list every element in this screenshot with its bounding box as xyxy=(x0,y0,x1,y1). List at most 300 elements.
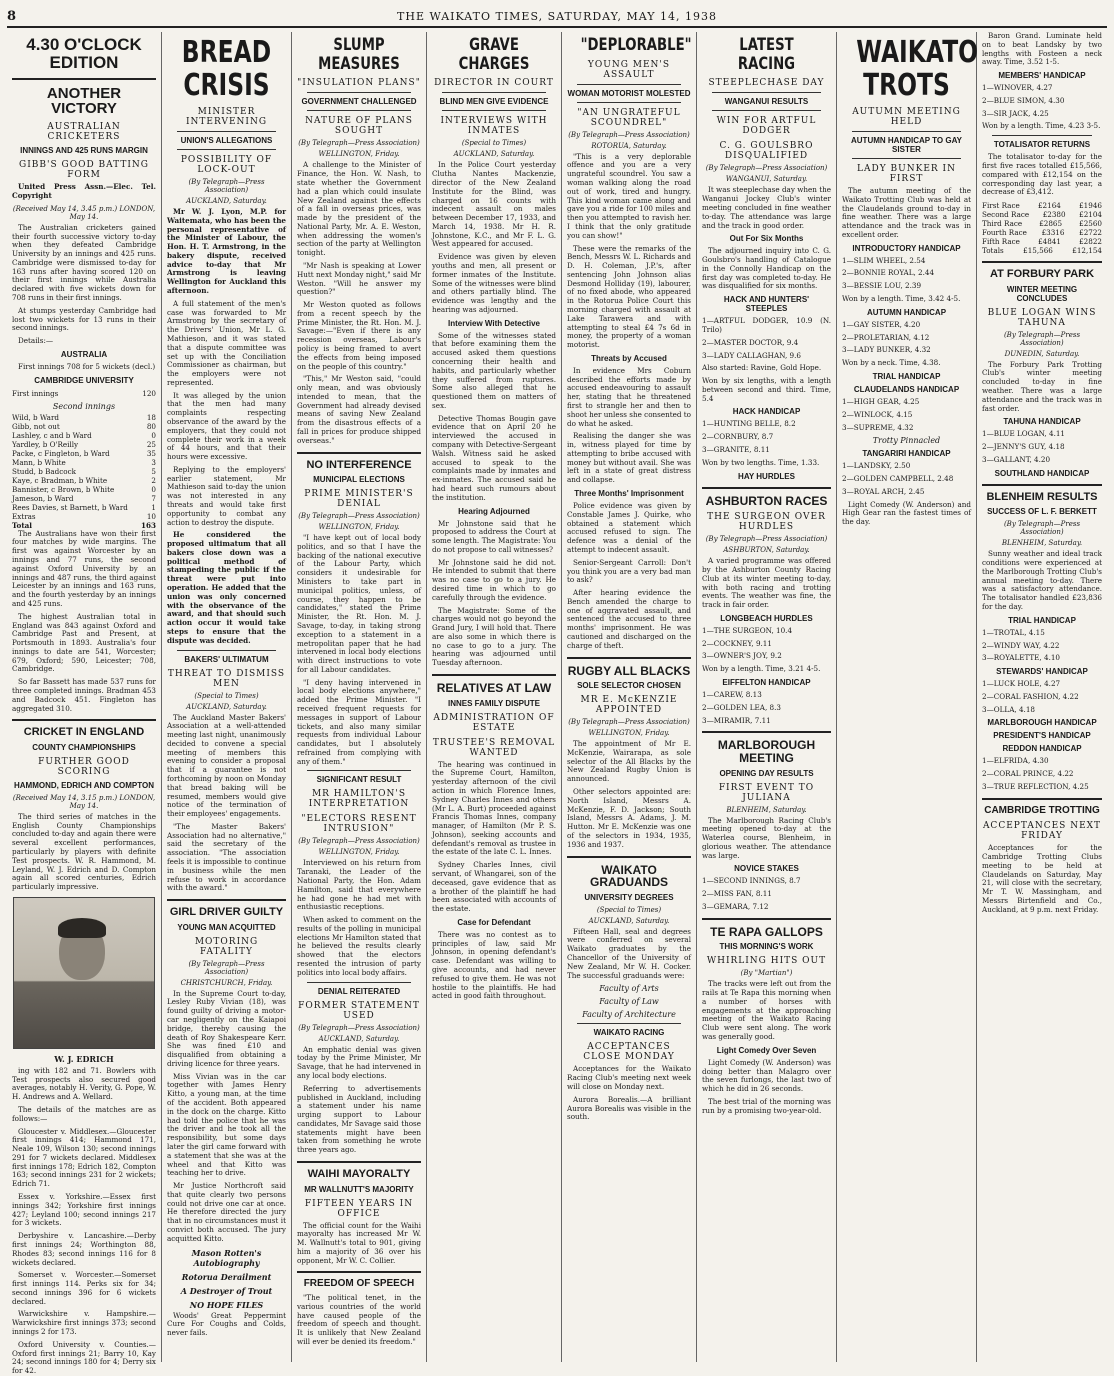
article-paragraph: Light Comedy (W. Anderson) was doing better than Malagro over the seven furlongs, the last two of which he did in 26 seconds. xyxy=(702,1057,831,1094)
dateline: AUCKLAND, Saturday. xyxy=(318,1034,400,1043)
article-paragraph: The details of the matches are as follows:— xyxy=(12,1105,156,1123)
result-line: 3—LADY CALLAGHAN, 9.6 xyxy=(702,350,801,360)
subhead: MR WALLNUTT'S MAJORITY xyxy=(304,1184,414,1194)
credit: (Special to Times) xyxy=(596,905,662,914)
result-line: 2—WINLOCK, 4.15 xyxy=(842,409,913,419)
dateline: AUCKLAND, Saturday. xyxy=(186,702,267,711)
article-paragraph: "I have kept out of local body politics, and so that I have the backing of the national executive of the Labour Party, which considers it undesirable for Ministers to take part in municipal politics, unless, of course, they happen to be candidates," stated the Prime Minister, the Rt. Hon. M. J. Savage, to-day, in taking strong exception to a statement in a metropolitan paper that he had intervened in local body elections with direct instructions to vote for all Labour candidates. xyxy=(297,533,421,674)
dateline: (Received May 14, 3.15 p.m.) LONDON, May 14. xyxy=(12,793,156,810)
article-paragraph: Acceptances for the Cambridge Trotting Clubs meeting to be held at Claudelands on Saturday, May 21, will close with the secretary, Mr T. W. Massingham, and Messrs Birtenfield and Co., Auckland, at 9 p.m. next Friday. xyxy=(982,843,1102,914)
result-line: 3—SUPREME, 4.32 xyxy=(842,422,914,432)
dateline: AUCKLAND, Saturday. xyxy=(588,916,670,925)
subhead: MUNICIPAL ELECTIONS xyxy=(313,475,405,485)
headline-slump-measures: SLUMP MEASURES xyxy=(318,35,400,74)
article-paragraph: ing with 182 and 71. Bowlers with Test prospects also secured good averages, notably H. Verity, G. Pope, W. H. Andrews and A. Wellard. xyxy=(12,1065,156,1102)
portrait-photo xyxy=(13,897,155,1049)
result-line: 1—GAY SISTER, 4.20 xyxy=(842,319,921,329)
result-line: 3—TRUE REFLECTION, 4.25 xyxy=(982,782,1089,791)
advert-text: Woods' Great Peppermint Cure For Coughs and Colds, never fails. xyxy=(167,1310,286,1338)
score-row: Rees Davies, st Barnett, b Ward 1 xyxy=(12,502,156,512)
result-line: Won by a length. Time, 3.21 4-5. xyxy=(702,664,821,674)
article-paragraph: Mr Justice Northcroft said that quite clearly two persons could not drive one car at once. He therefore directed the jury that in no circumstances must it convict both accused. The jury acquitted Kitto. xyxy=(167,1181,286,1243)
deck2: HAMMOND, EDRICH AND COMPTON xyxy=(14,780,154,790)
result-line: 1—HUNTING BELLE, 8.2 xyxy=(702,419,796,429)
race-heading: MEMBERS' HANDICAP xyxy=(998,71,1086,81)
credit: (By Telegraph—Press Association) xyxy=(298,512,420,521)
score-row: Lashley, c and b Ward 0 xyxy=(12,430,156,440)
dateline: AUCKLAND, Saturday. xyxy=(186,197,267,205)
result-line: 3—LADY BUNKER, 4.32 xyxy=(842,345,931,355)
article-paragraph: After hearing evidence the Bench amended the charge to one of aggravated assault, and sentenced the accused to three months' imprisonment. He was cautioned and discharged on the charge of theft. xyxy=(567,588,691,650)
result-line: 1—CAREW, 8.13 xyxy=(702,689,762,699)
subhead: ACCEPTANCES CLOSE MONDAY xyxy=(583,1042,675,1063)
deck: WHIRLING HITS OUT xyxy=(706,956,827,967)
edition-banner: 4.30 O'CLOCK EDITION xyxy=(26,35,142,72)
headline-te-rapa-gallops: TE RAPA GALLOPS xyxy=(710,924,823,939)
score-line: First innings 708 for 5 wickets (decl.) xyxy=(18,361,156,371)
article-paragraph: At stumps yesterday Cambridge had lost two wickets for 13 runs in their second innings. xyxy=(12,305,156,333)
score-row: Wild, b Ward 18 xyxy=(12,412,156,422)
result-line: 3—OLLA, 4.18 xyxy=(982,704,1035,714)
deck: FURTHER GOOD SCORING xyxy=(38,756,130,777)
result-line: 1—LANDSKY, 2.50 xyxy=(842,461,911,471)
race-results xyxy=(982,84,1102,131)
result-line: 2—GOLDEN LEA, 8.3 xyxy=(702,702,781,712)
article-paragraph: Police evidence was given by Constable James J. Quirke, who obtained a statement which accused refused to sign. The defence was a denial of the attempt to indecent assault. xyxy=(567,501,691,554)
headline-waikato-graduands: WAIKATO GRADUANDS xyxy=(590,862,668,890)
article-paragraph: Evidence was given by eleven youths and men, all present or former inmates of the Institute. Some of the witnesses were blind and others partially blind. The evidence was lengthy and the hearing was adjourned. xyxy=(432,252,556,314)
headline-at-forbury-park: AT FORBURY PARK xyxy=(989,268,1095,281)
result-line: 2—MASTER DOCTOR, 9.4 xyxy=(702,337,799,347)
result-line: 2—CORNBURY, 8.7 xyxy=(702,432,774,442)
article-paragraph: Mr Weston quoted as follows from a recent speech by the Prime Minister, the Rt. Hon. M. J. Savage:—"Even if there is any recession overseas, Labour's policy is being framed to avert the effects from being imposed on the people of this country." xyxy=(297,300,421,371)
headline-freedom-speech: FREEDOM OF SPEECH xyxy=(303,1278,415,1290)
column-slump-measures xyxy=(292,32,427,1362)
result-line: 2—BONNIE ROYAL, 2.44 xyxy=(842,268,935,278)
subhead: ACCEPTANCES NEXT FRIDAY xyxy=(982,821,1102,842)
article-paragraph: Interviewed on his return from Taranaki, the Leader of the National Party, the Hon. Adam Hamilton, said that everywhere he had gone he had met with enthusiastic receptions. xyxy=(297,858,421,912)
deck: MOTORING FATALITY xyxy=(194,936,259,957)
score-row: First innings 120 xyxy=(12,388,156,398)
credit: (By Telegraph—Press Association) xyxy=(568,130,690,139)
article-paragraph: The Forbury Park Trotting Club's winter meeting concluded to-day in fine weather. There was a large attendance and the track was in fast order. xyxy=(982,359,1102,413)
race-heading: LONGBEACH HURDLES xyxy=(720,613,813,623)
column-trotting-results xyxy=(977,32,1107,1362)
deck2: TRUSTEE'S REMOVAL WANTED xyxy=(432,737,556,758)
dateline: WELLINGTON, Friday. xyxy=(588,729,670,738)
article-paragraph: Miss Vivian was in the car together with James Henry Kitto, a young man, at the time of the accident. Both appeared in the dock on the charge. Kitto had told the police that he was the driver and he took all the responsibility, but some days later the girl came forward with a statement that she was at the wheel and that Kitto was teaching her to drive. xyxy=(167,1071,286,1178)
crosshead: Hearing Adjourned xyxy=(458,506,530,516)
race-heading: EIFFELTON HANDICAP xyxy=(722,677,811,687)
race-heading: AUTUMN HANDICAP xyxy=(866,307,947,317)
result-line: Won by two lengths. Time, 1.33. xyxy=(702,457,820,467)
result-line: 3—MIRAMIR, 7.11 xyxy=(702,715,771,725)
section-heading: TOTALISATOR RETURNS xyxy=(993,140,1091,150)
result-line: 2—COCKNEY, 9.11 xyxy=(702,638,772,648)
subhead: THREAT TO DISMISS MEN xyxy=(167,668,286,689)
dateline: BLENHEIM, Saturday. xyxy=(726,805,807,814)
credit: (By Telegraph—Press Association) xyxy=(188,178,265,194)
result-line: 2—PROLETARIAN, 4.12 xyxy=(842,332,930,342)
page-number: 8 xyxy=(7,8,18,24)
score-row: Bannister, c Brown, b White 0 xyxy=(12,484,156,494)
article-paragraph: In evidence Mrs Coburn described the efforts made by accused endeavouring to assault her, stating that he threatened first to strangle her and then to shoot her unless she consented to do what he asked. xyxy=(567,365,691,428)
result-line: 3—BESSIE LOU, 2.39 xyxy=(842,281,922,291)
deck: "ELECTORS RESENT INTRUSION" xyxy=(301,814,417,835)
deck: WANGANUI RESULTS xyxy=(724,97,809,107)
race-results xyxy=(842,398,971,432)
article-paragraph: "This," Mr Weston said, "could only mean, and was obviously intended to mean, that the Government had already devised means of saving New Zealand from the disastrous effects of a fall in prices for produce shipped overseas." xyxy=(297,374,421,445)
article-paragraph-bold: He considered the proposed ultimatum that all bakers close down was a political method of stampeding the public if the threat were put into operation. He added that the union was only concerned with the observance of the award, and that should such action occur it would take steps to ensure that the dispute was decided. xyxy=(167,530,286,645)
headline-grave-charges: GRAVE CHARGES xyxy=(458,35,530,74)
result-line: 1—SECOND INNINGS, 8.7 xyxy=(702,876,801,886)
article-paragraph: The best trial of the morning was run by a promising two-year-old. xyxy=(702,1096,831,1115)
crosshead: Out For Six Months xyxy=(729,234,804,244)
deck2: INTERVIEWS WITH INMATES xyxy=(440,116,548,137)
subhead: THIS MORNING'S WORK xyxy=(719,942,814,952)
column-deplorable xyxy=(562,32,697,1362)
article-paragraph: So far Bassett has made 537 runs for three completed innings. Bradman 453 and Badcock 451. Fingleton has aggregated 310. xyxy=(12,677,156,713)
article-paragraph: Mr Johnstone said he did not. He intended to submit that there was no case to go to a jury. He desired time in which to go carefully through the evidence. xyxy=(432,557,556,602)
race-heading: REDDON HANDICAP xyxy=(1002,744,1082,754)
result-paragraph: Essex v. Yorkshire.—Essex first innings 342; Yorkshire first innings 427; Leyland 100; second innings 217 for 3 wickets. xyxy=(12,1192,156,1228)
dateline: WELLINGTON, Friday. xyxy=(318,150,400,159)
article-paragraph: Acceptances for the Waikato Racing Club's meeting next week will close on Monday next. xyxy=(567,1064,691,1091)
deck: BLIND MEN GIVE EVIDENCE xyxy=(439,97,549,107)
article-paragraph: In the Police Court yesterday Clutha Nantes Mackenzie, director of the New Zealand Institute for the Blind, was charged on 16 counts with indecent assault on males between December 17, 1933, and March 14, 1938. Mr H. R. Johnstone, K.C., and Mr F. L. G. West appeared for accused. xyxy=(432,160,556,249)
result-line: 2—MISS FAN, 8.11 xyxy=(702,889,772,899)
article-paragraph: The autumn meeting of the Waikato Trotting Club was held at the Claudelands ground to-day in fine weather. There was a large attendance and the track was in excellent order. xyxy=(842,186,971,239)
faculty-heading: Faculty of Arts xyxy=(599,984,659,994)
article-paragraph: The official count for the Waihi mayoralty has increased Mr W. M. Wallnutt's total to 901, giving him a majority of 36 over his opponent, Mr W. C. Collier. xyxy=(297,1220,421,1265)
totalisator-row: Fifth Race £4841 £2822 xyxy=(982,237,1102,247)
result-line: 1—BLUE LOGAN, 4.11 xyxy=(982,429,1066,439)
result-line: 3—GRANITE, 8.11 xyxy=(702,445,770,454)
team-heading: CAMBRIDGE UNIVERSITY xyxy=(34,375,134,385)
column-bread-crisis xyxy=(162,32,292,1362)
article-paragraph: A challenge to the Minister of Finance, the Hon. W. Nash, to state whether the Government had a plan which could insulate New Zealand against the effects of a fall in overseas prices, was made by the president of the National Party, Mr. A. E. Weston, when addressing the women's section of the party at Wellington tonight. xyxy=(297,160,421,258)
article-paragraph: Other selectors appointed are: North Island, Messrs A. McKenzie, F. D. Jackson; South Island, Messrs A. Adams, J. M. Hutton. Mr E. McKenzie was one of the selectors in 1934, 1935, 1936 and 1937. xyxy=(567,787,691,849)
totalisator-row: Third Race £2865 £2560 xyxy=(982,219,1102,229)
race-heading: TRIAL HANDICAP xyxy=(1008,615,1076,625)
article-paragraph: Detective Thomas Bougin gave evidence that on April 20 he interviewed the accused in company with Detective-Sergeant Walsh. Witness said he asked accused to speak to the complaints made by inmates and ex-inmates. The accused said he had heard such rumours about the institution. xyxy=(432,413,556,502)
headline-blenheim-results: BLENHEIM RESULTS xyxy=(986,490,1098,503)
subhead: AUTUMN MEETING HELD xyxy=(852,107,961,127)
race-heading: HAY HURDLES xyxy=(738,471,795,481)
article-paragraph: These were the remarks of the Bench, Messrs W. L. Richards and D. H. Coleman, J.P.'s, after sentencing John Johnson alias Desmond Holliday (19), labourer, of no fixed abode, who appeared in the Rotorua Police Court this morning charged with assault at Lake Tarawera and with attempting to steal £4 7s 6d in money, the property of a woman motorist. xyxy=(567,243,692,350)
totalisator-row: Fourth Race £3316 £2722 xyxy=(982,228,1102,238)
article-paragraph: Fifteen Hall, seal and degrees were conferred on several Waikato graduates by the Chancellor of the University of New Zealand, Mr W. H. Cocker. The successful graduands were: xyxy=(567,926,691,980)
headline-waikato-trots: WAIKATO TROTS xyxy=(856,35,979,103)
deck: GOVERNMENT CHALLENGED xyxy=(301,97,417,107)
result-paragraph: Oxford University v. Counties.—Oxford first innings 21; Barry 10, Kay 24; second innings 180 for 4; Derry six for 42. xyxy=(12,1339,156,1376)
section-heading: WAIKATO RACING xyxy=(593,1028,665,1038)
race-heading: NOVICE STAKES xyxy=(734,864,799,874)
headline-bread-crisis: BREAD CRISIS xyxy=(181,35,272,103)
article-paragraph: "Mr Nash is speaking at Lower Hutt next Monday night," said Mr Weston. "Will he answer my question?" xyxy=(297,260,421,297)
faculty-heading: Faculty of Law xyxy=(599,997,659,1007)
article-paragraph: It was steeplechase day when the Wanganui Jockey Club's winter meeting concluded in fine weather to-day. The attendance was large and the track in good order. xyxy=(702,185,831,230)
totalisator-row: First Race £2164 £1946 xyxy=(982,201,1102,211)
result-line: 3—ROYALETTE, 4.10 xyxy=(982,653,1061,663)
innings-heading: Second innings xyxy=(52,401,116,411)
deck: MR E. McKENZIE APPOINTED xyxy=(580,695,678,716)
credit: (Special to Times) xyxy=(194,691,259,700)
subhead: STEEPLECHASE DAY xyxy=(708,78,825,89)
headline-deplorable: "DEPLORABLE" xyxy=(580,35,692,55)
result-line: Also started: Ravine, Gold Hope. xyxy=(702,363,822,373)
dateline: BLENHEIM, Saturday. xyxy=(1001,539,1083,548)
headline-cricket-england: CRICKET IN ENGLAND xyxy=(23,726,145,739)
small-heading: A Destroyer of Trout xyxy=(180,1285,273,1296)
race-results xyxy=(842,321,971,368)
credit: (By Telegraph—Press Association) xyxy=(298,837,420,846)
section-heading: SIGNIFICANT RESULT xyxy=(316,775,402,785)
score-row: Kaye, c Bradman, b White 2 xyxy=(12,475,156,485)
article-paragraph: The Magistrate: Some of the charges would not go beyond the Grand Jury, I will hold that. There are also some in which there is no case to go to a jury. The hearing was adjourned until Tuesday afternoon. xyxy=(432,605,556,668)
subhead: SUCCESS OF L. F. BERKETT xyxy=(987,507,1097,517)
subhead: AUSTRALIAN CRICKETERS xyxy=(47,122,121,143)
score-row: Gibb, not out 80 xyxy=(12,421,156,431)
race-heading: SOUTHLAND HANDICAP xyxy=(994,468,1090,478)
article-paragraph: The Auckland Master Bakers' Association at a well-attended meeting last night, unanimously decided to convene a special meeting of members this evening to consider a proposal that if a guarantee is not forthcoming by noon on Monday that bread baking will be resumed, members would give notice of the termination of their employees' engagements. xyxy=(167,712,286,819)
result-line: 2—JENNY'S GUY, 4.18 xyxy=(982,442,1065,452)
credit: (By Telegraph—Press Association) xyxy=(188,959,265,976)
headline-another-victory: ANOTHER VICTORY xyxy=(46,84,122,118)
crosshead: Threats by Accused xyxy=(591,353,667,363)
subhead: UNIVERSITY DEGREES xyxy=(584,892,674,902)
team-heading: AUSTRALIA xyxy=(60,349,108,359)
article-paragraph: The hearing was continued in the Supreme Court, Hamilton, yesterday afternoon of the civil action in which Florence Innes, Sydney Charles Innes and others (Mr L. A. Burt) proceeded against Francis Thomas Innes, company manager, of Hamilton (Mr P. S. Johnson), seeking accounts and defendant's removal as trustee in the estate of the late C. L. Innes. xyxy=(432,759,556,857)
credit: (By Telegraph—Press Association) xyxy=(298,139,420,148)
article-paragraph: Some of the witnesses stated that before examining them the accused asked them questions concerning their health and habits, and particularly whether they suffered from ruptures. Some also alleged that he questioned them on matters of sex. xyxy=(432,330,556,410)
race-results xyxy=(982,757,1102,791)
dateline: CHRISTCHURCH, Friday. xyxy=(180,978,273,987)
deck: UNION'S ALLEGATIONS xyxy=(180,136,273,145)
small-heading: NO HOPE FILES xyxy=(189,1299,264,1310)
score-row: Yardley, b O'Reilly 25 xyxy=(12,439,156,449)
article-paragraph: It was alleged by the union that the men had many complaints respecting observance of the award by the employers, that they could not complete their work in a week of 44 hours, and that their hours were excessive. xyxy=(167,390,286,462)
article-paragraph: Details:— xyxy=(18,336,54,346)
article-paragraph: "This is a very deplorable offence and you are a very ungrateful scoundrel. You saw a woman walking along the road out of work, tired and hungry. This kind woman came along and gave you a ride for 100 miles and then you attempted to ravish her. I think that the only gratitude you can show!" xyxy=(567,151,691,240)
dateline: WANGANUI, Saturday. xyxy=(725,175,808,184)
article-paragraph: There was no contest as to principles of law, said Mr Johnson, in opening defendant's case. Defendant was willing to give accounts, and had never refused to give them. He was not hostile to the plaintiffs. He had acted in good faith throughout. xyxy=(432,929,556,1001)
small-heading: Mason Rotten's Autobiography xyxy=(191,1247,262,1268)
deck2: GIBB'S GOOD BATTING FORM xyxy=(19,160,149,181)
subhead: YOUNG MEN'S ASSAULT xyxy=(587,59,671,80)
deck2: LADY BUNKER IN FIRST xyxy=(857,164,956,184)
result-line: 1—WINOVER, 4.27 xyxy=(982,83,1053,93)
result-line: Won by a length. Time, 4.23 3-5. xyxy=(982,121,1101,131)
headline-girl-driver: GIRL DRIVER GUILTY xyxy=(169,906,284,919)
article-paragraph: The adjourned inquiry into C. G. Goulsbro's handling of Catalogue in the Connolly Handicap on the first day was completed to-day. He was disqualified for six months. xyxy=(702,246,831,291)
masthead-title: THE WAIKATO TIMES, SATURDAY, MAY 14, 1938 xyxy=(397,9,718,23)
crosshead: Light Comedy Over Seven xyxy=(716,1045,817,1055)
deck: ADMINISTRATION OF ESTATE xyxy=(433,712,555,733)
result-line: 1—ELFRIDA, 4.30 xyxy=(982,756,1049,766)
race-results xyxy=(982,629,1102,663)
race-results xyxy=(702,317,831,403)
article-paragraph: "The political tenet, in the various countries of the world have caused people of the freedom of speech and thought. It is unlikely that New Zealand will ever be denied its freedom." xyxy=(297,1292,421,1346)
race-heading: TRIAL HANDICAP xyxy=(872,371,941,381)
section-heading: DENIAL REITERATED xyxy=(317,986,401,996)
totalisator-row: Totals £15,566 £12,154 xyxy=(982,246,1102,256)
credit: (By Telegraph—Press Association) xyxy=(705,535,828,544)
column-grave-charges xyxy=(427,32,562,1362)
article-paragraph: Sydney Charles Innes, civil servant, of Whangarei, son of the deceased, gave evidence that as a brother of the plaintiff he had been associated with accounts of the estate. xyxy=(432,860,556,914)
article-paragraph: "I deny having intervened in local body elections anywhere," added the Prime Minister. "I received frequent requests for messages in support of Labour tickets, and also many similar requests from individual Labour candidates, but I absolutely refrained from complying with any of them." xyxy=(297,677,421,766)
result-paragraph: Gloucester v. Middlesex.—Gloucester first innings 414; Hammond 171, Neale 109, Wilson 130; second innings 291 for 7 wickets declared. Middlesex first innings 178; Edrich 182, Compton 163; second innings 231 for 2 wickets; Edrich 71. xyxy=(12,1126,156,1189)
headline-waihi-mayoralty: WAIHI MAYORALTY xyxy=(307,1167,411,1180)
dateline: WELLINGTON, Friday. xyxy=(318,523,400,532)
article-paragraph: Baron Grand. Luminate held on to beat Landsky by two lengths with Fosteen a neck away. Time, 3.52 1-5. xyxy=(982,31,1102,67)
credit: (By Telegraph—Press Association) xyxy=(705,164,828,173)
credit: (By Telegraph—Press Association) xyxy=(1003,330,1081,347)
subhead: "INSULATION PLANS" xyxy=(297,78,421,89)
crosshead: Three Months' Imprisonment xyxy=(574,489,684,499)
credit: (By Telegraph—Press Association) xyxy=(568,718,690,727)
totalisator-table xyxy=(982,201,1102,255)
subhead: WINTER MEETING CONCLUDES xyxy=(1006,284,1078,303)
headline-latest-racing: LATEST RACING xyxy=(737,35,796,74)
faculty-heading: Faculty of Architecture xyxy=(582,1010,676,1020)
subhead: MINISTER INTERVENING xyxy=(185,107,268,127)
race-results xyxy=(702,627,831,674)
race-heading: PRESIDENT'S HANDICAP xyxy=(993,731,1091,741)
dateline: (Received May 14, 3.45 p.m.) LONDON, May 14. xyxy=(12,204,156,221)
crosshead: Case for Defendant xyxy=(457,917,531,927)
article-paragraph: The totalisator to-day for the first five races totalled £15,566, compared with £12,154 on the corresponding day last year, a decrease of £3,412. xyxy=(982,152,1102,197)
article-paragraph: Light Comedy (W. Anderson) and High Gear ran the fastest times of the day. xyxy=(842,499,971,527)
result-line: 2—WINDY WAY, 4.22 xyxy=(982,640,1060,650)
headline-no-interference: NO INTERFERENCE xyxy=(306,458,412,471)
result-line: 3—OWNER'S JOY, 9.2 xyxy=(702,651,782,661)
subhead: DIRECTOR IN COURT xyxy=(434,78,554,89)
article-paragraph: A varied programme was offered by the Ashburton County Racing Club at its winter meeting to-day, with both racing and trotting events. The weather was fine, the track in fair order. xyxy=(702,556,831,610)
article-paragraph: Sunny weather and ideal track conditions were experienced at the Marlborough Trotting Club's annual meeting to-day. There was a satisfactory attendance. The totalisator handled £23,836 for the day. xyxy=(982,549,1102,611)
deck: BLUE LOGAN WINS TAHUNA xyxy=(987,307,1097,328)
race-heading: INTRODUCTORY HANDICAP xyxy=(852,243,961,253)
article-paragraph: Replying to the employers' earlier statement, Mr Mathieson said to-day the union was not interested in any threats and would take first opportunity to combat any action to destroy the dispute. xyxy=(167,464,286,527)
article-paragraph: Senior-Sergeant Carroll: Don't you think you are a very bad man to ask? xyxy=(567,557,691,585)
race-results xyxy=(842,462,971,496)
result-line: 1—LUCK HOLE, 4.27 xyxy=(982,679,1061,689)
article-paragraph: The highest Australian total in England was 843 against Oxford and Cambridge Past and Present, at Portsmouth in 1893. Australia's four innings to date are 541, Worcester; 679, Oxford; 590, Leicester; 708, Cambridge. xyxy=(12,611,156,674)
article-paragraph: The third series of matches in the English County Championships concluded to-day and again there were several excellent performances, particularly by players with definite Test prospects. W. R. Hammond, M. Leyland, W. J. Edrich and D. Compton again all scored centuries, Edrich particularly impressive. xyxy=(12,811,156,892)
section-heading: BAKERS' ULTIMATUM xyxy=(184,654,269,664)
score-row: Studd, b Badcock 5 xyxy=(12,466,156,476)
subhead: OPENING DAY RESULTS xyxy=(719,768,814,778)
newspaper-page xyxy=(7,6,1107,1376)
column-waikato-trots xyxy=(837,32,977,1362)
masthead xyxy=(7,6,1107,28)
race-results xyxy=(982,680,1102,714)
subhead: THE SURGEON OVER HURDLES xyxy=(707,512,826,533)
dateline: WELLINGTON, Friday. xyxy=(318,848,400,857)
subhead: FORMER STATEMENT USED xyxy=(298,1000,420,1021)
result-line: 2—CORAL FASHION, 4.22 xyxy=(982,691,1079,701)
column-cricket xyxy=(7,32,162,1376)
article-paragraph: Aurora Borealis.—A brilliant Aurora Borealis was visible in the south. xyxy=(567,1094,691,1122)
crosshead: Interview With Detective xyxy=(448,318,540,328)
article-paragraph: Referring to advertisements published in Auckland, including a statement under his name urging support to Labour candidates, Mr Savage said those statements might have been taken from something he wrote three years ago. xyxy=(297,1083,421,1155)
race-heading: HACK HANDICAP xyxy=(732,407,801,417)
article-paragraph: The appointment of Mr E. McKenzie, Wairarapa, as sole selector of the All Blacks by the New Zealand Rugby Union is announced. xyxy=(567,739,691,784)
headline-relatives-at-law: RELATIVES AT LAW xyxy=(436,681,552,695)
race-results xyxy=(842,257,971,304)
score-total: Total 163 xyxy=(12,520,156,530)
result-line: 1—SLIM WHEEL, 2.54 xyxy=(842,255,926,265)
subhead: INNES FAMILY DISPUTE xyxy=(447,698,541,708)
race-heading: HACK AND HUNTERS' STEEPLES xyxy=(723,295,810,314)
credit: (By "Martian") xyxy=(740,969,793,978)
article-paragraph: The Australian cricketers gained their fourth successive victory to-day when they defeated Cambridge University by an innings and 425 runs. Cambridge were dismissed to-day for 163 runs after having scored 120 on their first innings while Australia declared with five wickets down for 708 runs in their first innings. xyxy=(12,222,156,302)
article-paragraph: Mr Johnstone said that he proposed to address the Court at some length. The Magistrate: You do not propose to call witnesses? xyxy=(432,518,556,554)
scorecard xyxy=(12,413,156,521)
race-heading: STEWARDS' HANDICAP xyxy=(996,667,1088,677)
subhead: SOLE SELECTOR CHOSEN xyxy=(577,681,681,691)
race-results xyxy=(702,877,831,911)
headline-cambridge-trotting: CAMBRIDGE TROTTING xyxy=(984,804,1100,816)
crosshead: Trotty Pinnacled xyxy=(872,436,941,446)
article-paragraph: The tracks were left out from the rails at Te Rapa this morning when a number of horses with engagements at the approaching meeting of the Waikato Racing Club were sent along. The work was generally good. xyxy=(702,979,831,1042)
article-paragraph: The Marlborough Racing Club's meeting opened to-day at the Waterlea course, Blenheim, in glorious weather. The attendance was large. xyxy=(702,815,831,860)
result-paragraph: Somerset v. Worcester.—Somerset first innings 114. Perks six for 34; second innings 396 for 6 wickets declared. xyxy=(12,1270,156,1306)
result-line: 1—THE SURGEON, 10.4 xyxy=(702,625,793,635)
column-latest-racing xyxy=(697,32,837,1362)
totalisator-row: Second Race £2380 £2104 xyxy=(982,210,1102,220)
article-paragraph: A full statement of the men's case was forwarded to Mr Armstrong by the secretary of the Drivers' Union, Mr L. G. Mathieson, and it was stated that a dispute committee was set up with the Conciliation Commissioner as chairman, but the employers were not represented. xyxy=(167,298,286,387)
headline-ashburton-races: ASHBURTON RACES xyxy=(705,493,828,508)
deck: INNINGS AND 425 RUNS MARGIN xyxy=(20,146,148,156)
result-paragraph: Warwickshire v. Hampshire.—Warwickshire first innings 373; second innings 2 for 173. xyxy=(12,1309,156,1336)
article-paragraph: The Australians have won their first four matches by wide margins. The first was against Worcester by an innings and 77 runs, the second against Oxford University by an innings and 487 runs, the third against Leicester by an innings and 163 runs, and the fourth yesterday by an innings and 425 runs. xyxy=(12,528,156,608)
article-paragraph: When asked to comment on the results of the polling in municipal elections Mr Hamilton stated that he believed the results clearly showed that the electors resented the intrusion of party politics into local body affairs. xyxy=(297,915,421,977)
article-paragraph: "The Master Bakers' Association had no alternative," said the secretary of the association. "The association feels it is impossible to continue in business while the men refuse to work in accordance with the award." xyxy=(167,821,286,893)
score-row: Jameson, b Ward 7 xyxy=(12,493,156,503)
article-paragraph: In the Supreme Court to-day, Lesley Ruby Vivian (18), was found guilty of driving a motor-car negligently on the Kaiapoi bridge, thereby causing the death of Roy Shakespeare Kerr. She was fined £10 and disqualified from obtaining a driving licence for three years. xyxy=(167,988,286,1068)
deck2: POSSIBILITY OF LOCK-OUT xyxy=(180,155,273,175)
race-heading: TAHUNA HANDICAP xyxy=(1003,417,1081,427)
score-row: Packe, c Fingleton, b Ward 35 xyxy=(12,448,156,458)
dateline: ASHBURTON, Saturday. xyxy=(723,546,810,555)
result-line: Won by a length. Time, 3.42 4-5. xyxy=(842,294,961,304)
article-lead: Mr W. J. Lyon, M.P. for Waitemata, who has been the personal representative of the Minister of Labour, the Hon. H. T. Armstrong, in the bakery dispute, received advice to-day that Mr Armstrong is leaving Wellington for Auckland this afternoon. xyxy=(167,207,286,296)
race-results xyxy=(702,691,831,725)
deck3: C. G. GOULSBRO DISQUALIFIED xyxy=(719,141,814,162)
dateline: AUCKLAND, Saturday. xyxy=(453,150,535,159)
deck2: NATURE OF PLANS SOUGHT xyxy=(305,116,413,137)
dateline: DUNEDIN, Saturday. xyxy=(1004,349,1080,358)
small-heading: Rotorua Derailment xyxy=(181,1271,272,1282)
race-results xyxy=(702,420,831,467)
credit: United Press Assn.—Elec. Tel. Copyright xyxy=(12,182,156,200)
result-line: 3—ROYAL ARCH, 2.45 xyxy=(842,486,925,496)
deck: WOMAN MOTORIST MOLESTED xyxy=(567,88,691,98)
result-line: 1—HIGH GEAR, 4.25 xyxy=(842,396,920,406)
deck: FIRST EVENT TO JULIANA xyxy=(718,782,815,803)
deck2: "AN UNGRATEFUL SCOUNDREL" xyxy=(577,107,681,128)
race-heading: TANGARIRI HANDICAP xyxy=(862,449,951,459)
race-heading: CLAUDELANDS HANDICAP xyxy=(853,384,960,394)
headline-marlborough-meeting: MARLBOROUGH MEETING xyxy=(717,738,816,765)
result-line: Won by a neck. Time, 4.38. xyxy=(842,358,941,368)
deck2: WIN FOR ARTFUL DODGER xyxy=(716,116,817,137)
result-line: 2—BLUE SIMON, 4.30 xyxy=(982,95,1065,105)
result-line: Won by six lengths, with a length between second and third. Time, 5.4 xyxy=(702,376,831,403)
deck: FIFTEEN YEARS IN OFFICE xyxy=(304,1198,414,1219)
score-row: Extras 10 xyxy=(12,511,156,521)
